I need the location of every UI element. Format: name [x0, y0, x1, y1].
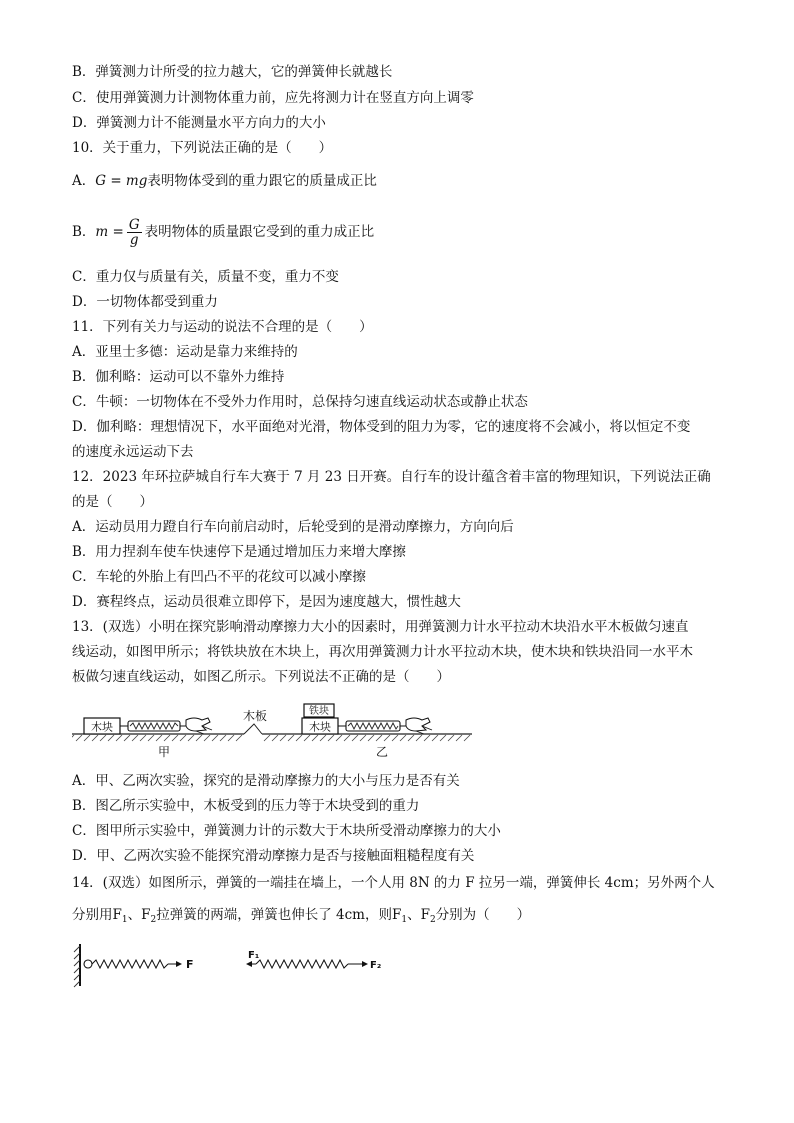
force-f-label: F: [186, 958, 194, 971]
figure-caption-jia: 甲: [157, 745, 171, 759]
wood-block-left-label: 木块: [91, 720, 113, 734]
q11-option-d-line2: 的速度永远运动下去: [72, 444, 194, 460]
arrow-f2-icon: [362, 961, 368, 967]
q14-spring-figure: [72, 940, 392, 992]
q11-option-c: C．牛顿：一切物体在不受外力作用时，总保持匀速直线运动状态或静止状态: [72, 394, 528, 410]
wood-block-right-label: 木块: [309, 720, 331, 734]
board-label: 木板: [242, 709, 268, 723]
spring-right: [256, 960, 348, 968]
q13-option-b: B．图乙所示实验中，木板受到的压力等于木块受到的重力: [72, 798, 420, 814]
force-f2-label: F₂: [370, 960, 382, 971]
q11-option-a: A．亚里士多德：运动是靠力来维持的: [72, 344, 298, 360]
fraction-g-over-g: $\frac{G}{g}$: [128, 217, 140, 248]
q11-option-b: B．伽利略：运动可以不靠外力维持: [72, 369, 285, 385]
board-left: [72, 734, 244, 741]
q13-stem-line2: 线运动，如图甲所示；将铁块放在木块上，再次用弹簧测力计水平拉动木块，使木块和铁块沿同一水平木: [72, 644, 693, 660]
q11-stem: 11．下列有关力与运动的说法不合理的是（ ）: [72, 319, 373, 335]
spring-left: [92, 960, 168, 968]
q13-option-a: A．甲、乙两次实验，探究的是滑动摩擦力的大小与压力是否有关: [72, 773, 460, 789]
q11-option-d-line1: D．伽利略：理想情况下，水平面绝对光滑，物体受到的阻力为零，它的速度将不会减小，将以恒定不变: [72, 419, 691, 435]
q14-stem-line2: 分别用$F_1$、$F_2$拉弹簧的两端，弹簧也伸长了 4cm，则$F_1$、$F_2$分别为（ ）: [72, 907, 531, 925]
figure-caption-yi: 乙: [375, 745, 389, 759]
hand-right-icon: [406, 718, 430, 731]
q10-option-c: C．重力仅与质量有关，质量不变，重力不变: [72, 269, 339, 285]
q12-option-d: D．赛程终点，运动员很难立即停下，是因为速度越大，惯性越大: [72, 594, 461, 610]
force-f1-label: F₁: [248, 950, 260, 961]
hand-left-icon: [186, 718, 210, 731]
q9-option-c: C．使用弹簧测力计测物体重力前，应先将测力计在竖直方向上调零: [72, 90, 474, 106]
q12-stem-line2: 的是（ ）: [72, 494, 153, 510]
q13-friction-figure: [72, 696, 474, 762]
q10-option-d: D．一切物体都受到重力: [72, 294, 218, 310]
q10-stem: 10．关于重力，下列说法正确的是（ ）: [72, 140, 333, 156]
q12-option-b: B．用力捏刹车使车快速停下是通过增加压力来增大摩擦: [72, 544, 406, 560]
q13-stem-line3: 板做匀速直线运动，如图乙所示。下列说法不正确的是（ ）: [72, 669, 450, 685]
q9-option-b: B．弹簧测力计所受的拉力越大，它的弹簧伸长就越长: [72, 64, 393, 80]
q14-stem-line1: 14．(双选）如图所示，弹簧的一端挂在墙上，一个人用 8N 的力 F 拉另一端，弹簧伸长 4cm；另外两个人: [72, 875, 715, 891]
q12-option-a: A．运动员用力蹬自行车向前启动时，后轮受到的是滑动摩擦力，方向向后: [72, 519, 514, 535]
q13-stem-line1: 13．(双选）小明在探究影响滑动摩擦力大小的因素时，用弹簧测力计水平拉动木块沿水平木板做匀速直: [72, 619, 689, 635]
q10-option-a: A．G = mg表明物体受到的重力跟它的质量成正比: [72, 173, 377, 189]
iron-block-label: 铁块: [309, 706, 329, 717]
arrow-f1-icon: [246, 961, 252, 967]
wall: [74, 944, 80, 987]
board-right: [262, 734, 472, 741]
q10-option-b: B．m = $\frac{G}{g}$ 表明物体的质量跟它受到的重力成正比: [72, 217, 375, 248]
q12-option-c: C．车轮的外胎上有凹凸不平的花纹可以减小摩擦: [72, 569, 366, 585]
q13-option-d: D．甲、乙两次实验不能探究滑动摩擦力是否与接触面粗糙程度有关: [72, 848, 475, 864]
formula-g-mg: G = mg: [95, 173, 148, 189]
arrow-f-icon: [176, 961, 182, 967]
q13-option-c: C．图甲所示实验中，弹簧测力计的示数大于木块所受滑动摩擦力的大小: [72, 823, 501, 839]
q12-stem-line1: 12．2023 年环拉萨城自行车大赛于 7 月 23 日开赛。自行车的设计蕴含着丰富的物理知识，下列说法正确: [72, 469, 711, 485]
q9-option-d: D．弹簧测力计不能测量水平方向力的大小: [72, 115, 326, 131]
